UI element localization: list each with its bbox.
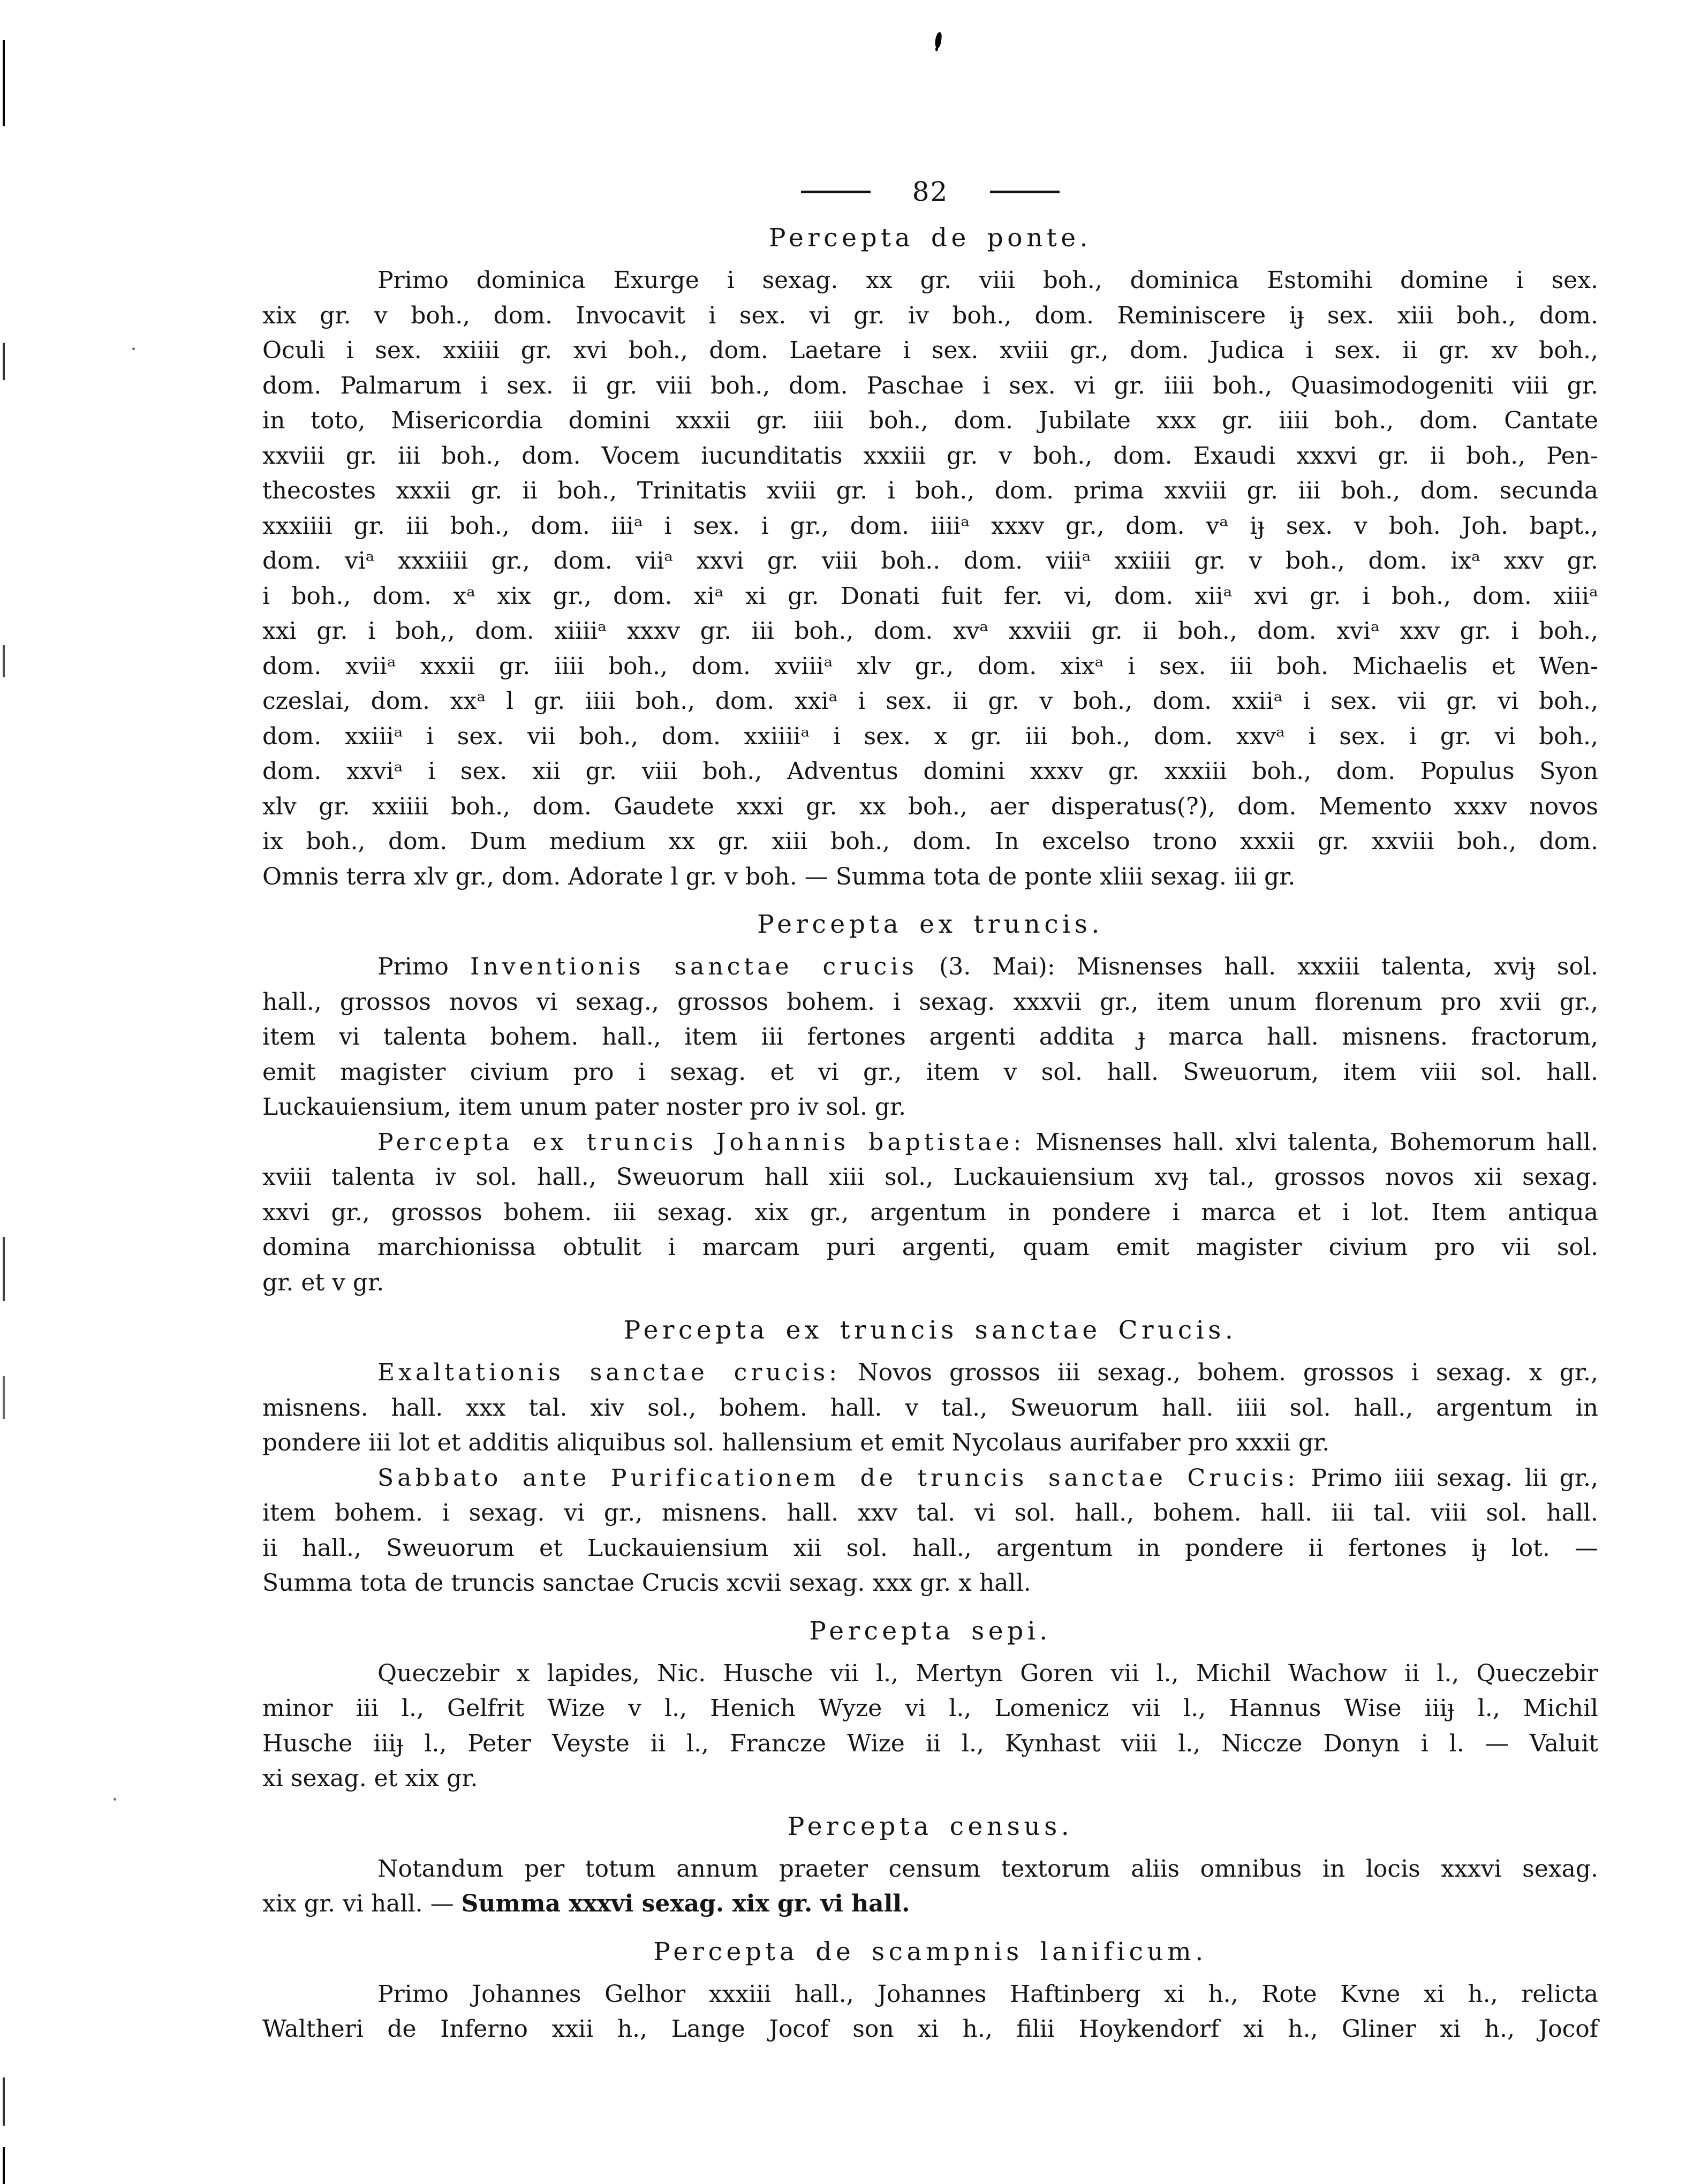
text-run: i boh., dom. xᵃ xix gr., dom. xiᵃ xi gr. Donati fuit fer. vi, dom. xiiᵃ xvi gr. i boh., dom. xiiiᵃ xyxy=(262,582,1598,610)
text-run: dom. xxviᵃ i sex. xii gr. viii boh., Adventus domini xxxv gr. xxxiii boh., dom. Populus Syon xyxy=(262,758,1598,785)
text-run: hall., grossos novos vi sexag., grossos bohem. i sexag. xxxvii gr., item unum florenum pro xvii gr., xyxy=(262,988,1598,1016)
text-run: Primo iiii sexag. lii gr., xyxy=(1298,1464,1598,1492)
text-line xyxy=(262,789,1598,825)
text-line xyxy=(262,1090,1598,1125)
page-number: 82 xyxy=(912,176,949,207)
text-run: Primo dominica Exurge i sexag. xx gr. viii boh., dominica Estomihi domine i sex. xyxy=(377,267,1598,294)
text-run: dom. viᵃ xxxiiii gr., dom. viiᵃ xxvi gr. viii boh.. dom. viiiᵃ xxiiii gr. v boh., dom. ixᵃ xxv gr. xyxy=(262,547,1598,575)
text-line xyxy=(262,1425,1598,1461)
text-run: xi sexag. et xix gr. xyxy=(262,1765,478,1792)
text-run: xxvi gr., grossos bohem. iii sexag. xix gr., argentum in pondere i marca et i lot. Item antiqua xyxy=(262,1198,1598,1226)
text-line xyxy=(262,473,1598,509)
text-run: xlv gr. xxiiii boh., dom. Gaudete xxxi gr. xx boh., aer disperatus(?), dom. Memento xxxv novos xyxy=(262,792,1598,820)
text-run: emit magister civium pro i sexag. et vi gr., item v sol. hall. Sweuorum, item viii sol. hall. xyxy=(262,1058,1598,1086)
page-number-rule-left xyxy=(801,191,871,193)
section xyxy=(262,1314,1598,1601)
text-run: dom. xxiiiᵃ i sex. vii boh., dom. xxiiiiᵃ i sex. x gr. iii boh., dom. xxvᵃ i sex. i gr. vi boh., xyxy=(262,722,1598,750)
scan-edge-mark xyxy=(3,1376,5,1419)
text-run: Luckauiensium, item unum pater noster pro iv sol. gr. xyxy=(262,1093,906,1121)
text-line xyxy=(262,1566,1598,1601)
text-line xyxy=(262,719,1598,754)
text-line xyxy=(262,754,1598,789)
text-run: in toto, Misericordia domini xxxii gr. iiii boh., dom. Jubilate xxx gr. iiii boh., dom. Cantate xyxy=(262,407,1598,434)
paragraph xyxy=(262,949,1598,1125)
text-line xyxy=(262,1726,1598,1762)
text-run: xxxiiii gr. iii boh., dom. iiiᵃ i sex. i gr., dom. iiiiᵃ xxxv gr., dom. vᵃ iɟ sex. v boh. Joh. bapt., xyxy=(262,512,1598,540)
scan-edge-mark xyxy=(3,2077,5,2126)
text-line xyxy=(262,1761,1598,1796)
text-line xyxy=(262,1852,1598,1887)
document-body xyxy=(262,222,1598,2047)
text-run: Primo Johannes Gelhor xxxiii hall., Johannes Haftinberg xi h., Rote Kvne xi h., relicta xyxy=(377,1980,1598,2008)
text-line xyxy=(262,1390,1598,1426)
text-line xyxy=(262,368,1598,404)
text-line xyxy=(262,439,1598,474)
paragraph xyxy=(262,1656,1598,1796)
text-run: xxi gr. i boh,, dom. xiiiiᵃ xxxv gr. iii boh., dom. xvᵃ xxviii gr. ii boh., dom. xviᵃ xxv gr. i boh., xyxy=(262,617,1598,645)
text-line xyxy=(262,1125,1598,1160)
spaced-text: Percepta ex truncis Johannis baptistae: xyxy=(377,1128,1025,1156)
text-line xyxy=(262,1160,1598,1195)
text-line xyxy=(262,1230,1598,1265)
text-run: minor iii l., Gelfrit Wize v l., Henich Wyze vi l., Lomenicz vii l., Hannus Wise iiiɟ l., Michil xyxy=(262,1695,1598,1722)
text-run: xxviii gr. iii boh., dom. Vocem iucunditatis xxxiii gr. v boh., dom. Exaudi xxxvi gr. ii boh., Pen- xyxy=(262,442,1598,470)
text-line xyxy=(262,2012,1598,2047)
text-run: ii hall., Sweuorum et Luckauiensium xii sol. hall., argentum in pondere ii fertones iɟ lot. — xyxy=(262,1534,1598,1562)
text-block xyxy=(262,176,1598,2047)
text-run: xix gr. vi hall. — xyxy=(262,1890,462,1917)
scan-edge-mark xyxy=(3,40,5,126)
text-line xyxy=(262,1461,1598,1496)
section-heading: Percepta census. xyxy=(787,1811,1074,1841)
scan-edge-mark xyxy=(3,343,5,380)
text-line xyxy=(262,543,1598,579)
page-header xyxy=(262,176,1598,208)
paragraph xyxy=(262,1852,1598,1922)
paragraph xyxy=(262,1125,1598,1301)
paragraph xyxy=(262,263,1598,894)
section-heading: Percepta sepi. xyxy=(809,1616,1052,1646)
text-line xyxy=(262,1656,1598,1691)
spaced-text: Inventionis sanctae crucis xyxy=(470,953,918,980)
text-line xyxy=(262,1531,1598,1566)
section-heading: Percepta de ponte. xyxy=(768,223,1092,253)
text-run: dom. xviiᵃ xxxii gr. iiii boh., dom. xviiiᵃ xlv gr., dom. xixᵃ i sex. iii boh. Michaelis et Wen- xyxy=(262,652,1598,680)
text-run: Waltheri de Inferno xxii h., Lange Jocof son xi h., filii Hoykendorf xi h., Gliner xi h., Jocof xyxy=(262,2015,1598,2043)
paragraph xyxy=(262,1355,1598,1461)
text-line xyxy=(262,403,1598,439)
text-line xyxy=(262,1055,1598,1090)
scan-speck xyxy=(132,347,135,350)
text-run: Primo xyxy=(377,953,470,980)
text-run: Notandum per totum annum praeter censum textorum aliis omnibus in locis xxxvi sexag. xyxy=(377,1855,1598,1883)
text-run: Misnenses hall. xlvi talenta, Bohemorum hall. xyxy=(1025,1128,1598,1156)
page-number-rule-right xyxy=(990,191,1060,193)
text-run: xviii talenta iv sol. hall., Sweuorum hall xiii sol., Luckauiensium xvɟ tal., grossos novos xii sexag. xyxy=(262,1163,1598,1191)
text-line xyxy=(262,649,1598,684)
text-run: item vi talenta bohem. hall., item iii fertones argenti addita ɟ marca hall. misnens. fractorum, xyxy=(262,1023,1598,1051)
paragraph xyxy=(262,1977,1598,2047)
text-line xyxy=(262,579,1598,614)
text-line xyxy=(262,949,1598,985)
text-run: domina marchionissa obtulit i marcam puri argenti, quam emit magister civium pro vii sol. xyxy=(262,1234,1598,1261)
section xyxy=(262,908,1598,1300)
text-line xyxy=(262,333,1598,368)
text-run: czeslai, dom. xxᵃ l gr. iiii boh., dom. xxiᵃ i sex. ii gr. v boh., dom. xxiiᵃ i sex. vii gr. vi boh., xyxy=(262,687,1598,715)
text-run: (3. Mai): Misnenses hall. xxxiii talenta, xviɟ sol. xyxy=(918,953,1598,980)
text-run: dom. Palmarum i sex. ii gr. viii boh., dom. Paschae i sex. vi gr. iiii boh., Quasimodogeniti viii gr. xyxy=(262,372,1598,399)
text-line xyxy=(262,859,1598,895)
section-heading: Percepta ex truncis sanctae Crucis. xyxy=(623,1316,1237,1345)
text-line xyxy=(262,824,1598,859)
spaced-text: Exaltationis sanctae crucis: xyxy=(377,1359,841,1386)
text-line xyxy=(262,1886,1598,1922)
text-run: Oculi i sex. xxiiii gr. xvi boh., dom. Laetare i sex. xviii gr., dom. Judica i sex. ii gr. xv boh., xyxy=(262,337,1598,364)
text-line xyxy=(262,684,1598,719)
text-line xyxy=(262,298,1598,334)
text-line xyxy=(262,1691,1598,1726)
section xyxy=(262,1936,1598,2047)
section-heading: Percepta de scampnis lanificum. xyxy=(653,1937,1207,1967)
spaced-text: Sabbato ante Purificationem de truncis sanctae Crucis: xyxy=(377,1464,1299,1492)
text-line xyxy=(262,1195,1598,1230)
text-run: thecostes xxxii gr. ii boh., Trinitatis xviii gr. i boh., dom. prima xxviii gr. iii boh., dom. secunda xyxy=(262,477,1598,504)
paragraph xyxy=(262,1461,1598,1601)
scan-speck xyxy=(114,1798,116,1801)
text-run: misnens. hall. xxx tal. xiv sol., bohem. hall. v tal., Sweuorum hall. iiii sol. hall., argentum in xyxy=(262,1394,1598,1422)
section xyxy=(262,222,1598,894)
text-line xyxy=(262,1019,1598,1055)
section xyxy=(262,1615,1598,1796)
section xyxy=(262,1810,1598,1922)
text-run: Summa xxxvi sexag. xix gr. vi hall. xyxy=(461,1890,910,1917)
text-line xyxy=(262,263,1598,298)
text-run: Novos grossos iii sexag., bohem. grossos i sexag. x gr., xyxy=(841,1359,1598,1386)
text-run: Summa tota de truncis sanctae Crucis xcvii sexag. xxx gr. x hall. xyxy=(262,1569,1031,1597)
text-run: pondere iii lot et additis aliquibus sol. hallensium et emit Nycolaus aurifaber pro xxxii gr. xyxy=(262,1429,1330,1456)
text-line xyxy=(262,1977,1598,2012)
text-run: Husche iiiɟ l., Peter Veyste ii l., Francze Wize ii l., Kynhast viii l., Niccze Donyn i l. — Valuit xyxy=(262,1729,1598,1757)
text-run: xix gr. v boh., dom. Invocavit i sex. vi gr. iv boh., dom. Reminiscere iɟ sex. xiii boh., dom. xyxy=(262,301,1598,329)
scan-edge-mark xyxy=(3,2147,5,2184)
text-line xyxy=(262,614,1598,649)
text-run: Queczebir x lapides, Nic. Husche vii l., Mertyn Goren vii l., Michil Wachow ii l., Queczebir xyxy=(377,1659,1598,1687)
scan-edge-mark xyxy=(3,1237,5,1301)
text-run: ix boh., dom. Dum medium xx gr. xiii boh., dom. In excelso trono xxxii gr. xxviii boh., dom. xyxy=(262,828,1598,855)
text-line xyxy=(262,1495,1598,1531)
text-run: Omnis terra xlv gr., dom. Adorate l gr. v boh. — Summa tota de ponte xliii sexag. iii gr. xyxy=(262,863,1296,890)
text-line xyxy=(262,1265,1598,1301)
ink-blot xyxy=(934,32,942,48)
text-line xyxy=(262,985,1598,1020)
text-line xyxy=(262,1355,1598,1390)
section-heading: Percepta ex truncis. xyxy=(757,910,1104,939)
text-run: item bohem. i sexag. vi gr., misnens. hall. xxv tal. vi sol. hall., bohem. hall. iii tal. viii sol. hall. xyxy=(262,1499,1598,1526)
text-run: gr. et v gr. xyxy=(262,1268,384,1296)
text-line xyxy=(262,509,1598,544)
scan-edge-mark xyxy=(3,645,5,677)
